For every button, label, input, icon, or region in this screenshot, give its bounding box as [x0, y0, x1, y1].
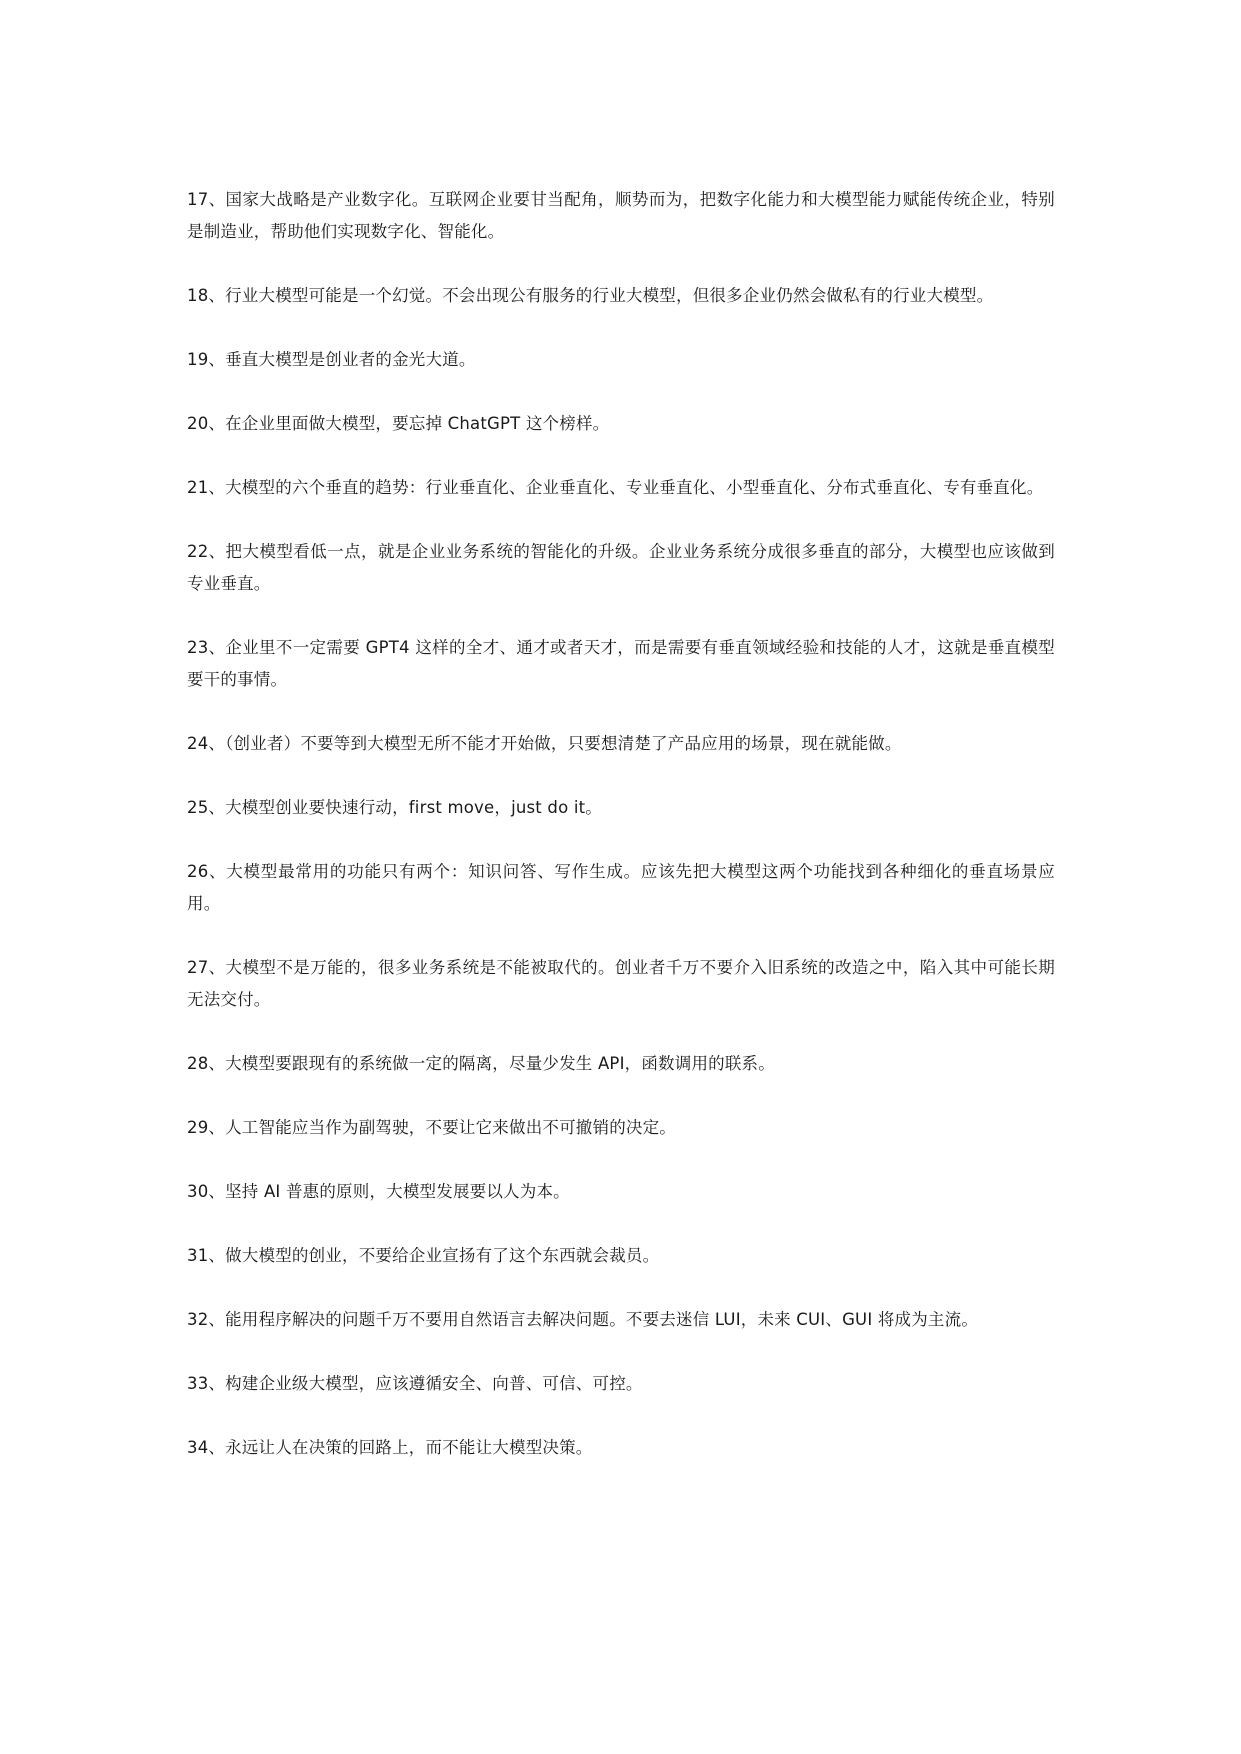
list-item: 29、人工智能应当作为副驾驶，不要让它来做出不可撤销的决定。: [187, 1118, 676, 1137]
list-item: 33、构建企业级大模型，应该遵循安全、向普、可信、可控。: [187, 1374, 643, 1393]
list-item: 32、能用程序解决的问题千万不要用自然语言去解决问题。不要去迷信 LUI，未来 CUI、GUI 将成为主流。: [187, 1310, 979, 1329]
list-item: 17、国家大战略是产业数字化。互联网企业要甘当配角，顺势而为，把数字化能力和大模型能力赋能传统企业，特别是制造业，帮助他们实现数字化、智能化。: [187, 190, 1055, 241]
list-item: 30、坚持 AI 普惠的原则，大模型发展要以人为本。: [187, 1182, 570, 1201]
list-item: 26、大模型最常用的功能只有两个：知识问答、写作生成。应该先把大模型这两个功能找到各种细化的垂直场景应用。: [187, 862, 1055, 913]
list-item: 27、大模型不是万能的，很多业务系统是不能被取代的。创业者千万不要介入旧系统的改造之中，陷入其中可能长期无法交付。: [187, 958, 1055, 1009]
list-item: 34、永远让人在决策的回路上，而不能让大模型决策。: [187, 1438, 593, 1457]
list-item: 25、大模型创业要快速行动，first move，just do it。: [187, 798, 602, 817]
list-item: 20、在企业里面做大模型，要忘掉 ChatGPT 这个榜样。: [187, 414, 610, 433]
document-body: [187, 184, 1055, 1496]
list-item: 31、做大模型的创业，不要给企业宣扬有了这个东西就会裁员。: [187, 1246, 660, 1265]
list-item: 18、行业大模型可能是一个幻觉。不会出现公有服务的行业大模型，但很多企业仍然会做私有的行业大模型。: [187, 286, 994, 305]
list-item: 28、大模型要跟现有的系统做一定的隔离，尽量少发生 API，函数调用的联系。: [187, 1054, 775, 1073]
list-item: 19、垂直大模型是创业者的金光大道。: [187, 350, 476, 369]
list-item: 21、大模型的六个垂直的趋势：行业垂直化、企业垂直化、专业垂直化、小型垂直化、分布式垂直化、专有垂直化。: [187, 478, 1044, 497]
list-item: 22、把大模型看低一点，就是企业业务系统的智能化的升级。企业业务系统分成很多垂直的部分，大模型也应该做到专业垂直。: [187, 542, 1055, 593]
list-item: 23、企业里不一定需要 GPT4 这样的全才、通才或者天才，而是需要有垂直领域经验和技能的人才，这就是垂直模型要干的事情。: [187, 638, 1055, 689]
list-item: 24、（创业者）不要等到大模型无所不能才开始做，只要想清楚了产品应用的场景，现在就能做。: [187, 734, 902, 753]
